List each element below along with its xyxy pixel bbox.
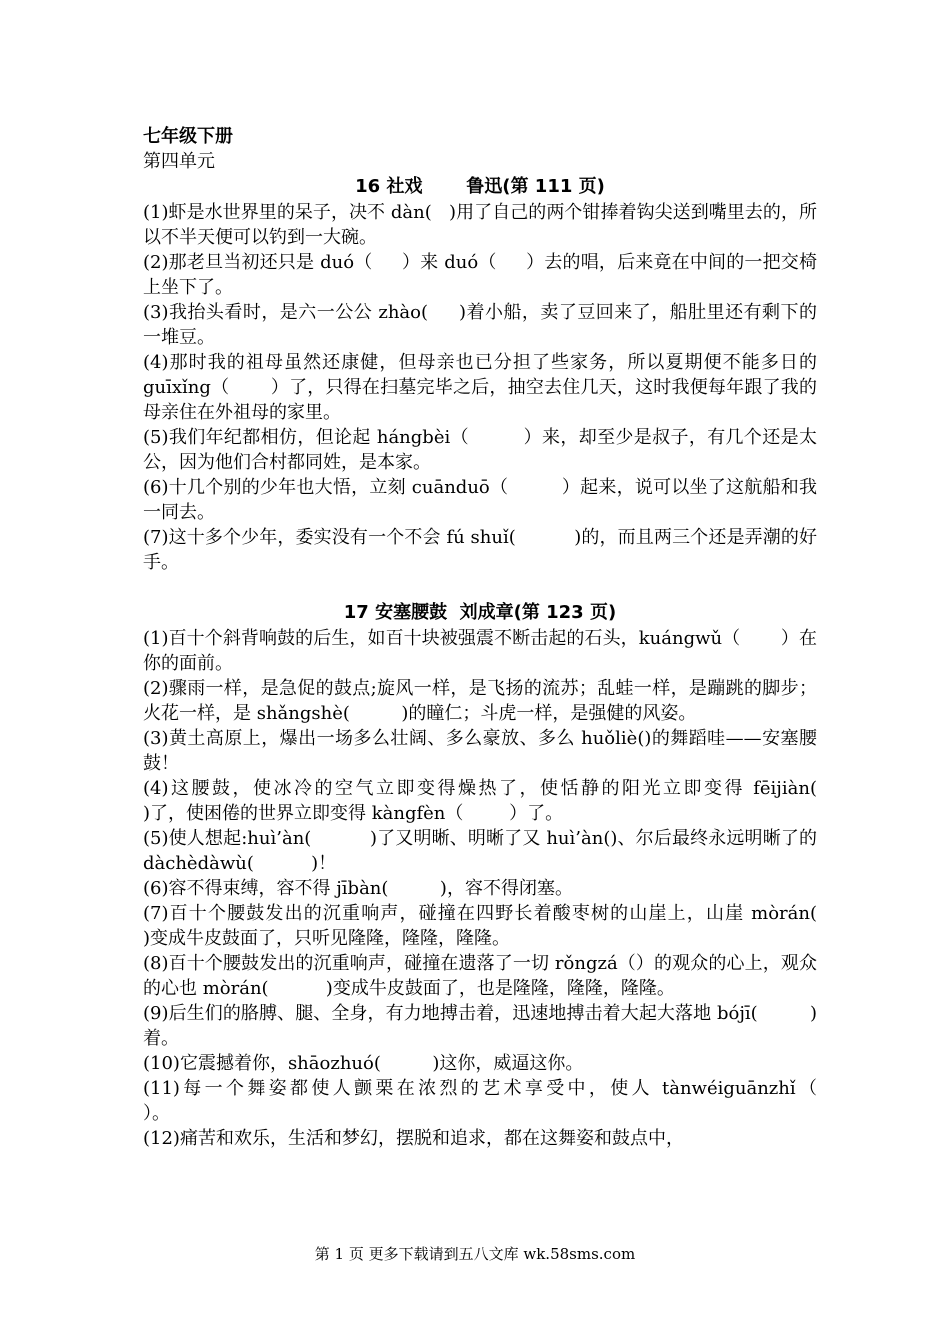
exercise-item: (4)那时我的祖母虽然还康健，但母亲也已分担了些家务，所以夏期便不能多日的 guīxǐng（ ）了，只得在扫墓完毕之后，抽空去住几天，这时我便每年跟了我的母亲住在外祖母的家里。 <box>143 352 823 423</box>
exercise-item: (11)每一个舞姿都使人颤栗在浓烈的艺术享受中，使人 tànwéiguānzhǐ（ ）。 <box>143 1078 920 1124</box>
lesson-title-17: 17 安塞腰鼓 刘成章(第 123 页) <box>343 602 617 623</box>
exercise-item: (5)我们年纪都相仿，但论起 hángbèi（ ）来，却至少是叔子，有几个还是太公，因为他们合村都同姓，是本家。 <box>143 427 817 473</box>
exercise-item: (6)容不得束缚，容不得 jībàn( )，容不得闭塞。 <box>143 878 573 899</box>
section-gap <box>143 575 817 600</box>
exercise-item: (1)百十个斜背响鼓的后生，如百十块被强震不断击起的石头，kuángwǔ（ ）在你的面前。 <box>143 628 817 674</box>
exercise-item: (9)后生们的胳膊、腿、全身，有力地搏击着，迅速地搏击着大起大落地 bójī( )着。 <box>143 1003 817 1049</box>
exercise-item: (7)这十多个少年，委实没有一个不会 fú shuǐ( )的，而且两三个还是弄潮的好手。 <box>143 527 817 573</box>
unit-title: 第四单元 <box>143 151 215 172</box>
exercise-item: (4)这腰鼓，使冰冷的空气立即变得燥热了，使恬静的阳光立即变得 fēijiàn( )了，使困倦的世界立即变得 kàngfèn（ ）了。 <box>143 778 886 824</box>
exercise-item: (2)那老旦当初还只是 duó（ ）来 duó（ ）去的唱，后来竟在中间的一把交椅上坐下了。 <box>143 252 817 298</box>
exercise-item: (12)痛苦和欢乐，生活和梦幻，摆脱和追求，都在这舞姿和鼓点中， <box>143 1128 684 1149</box>
exercise-item: (7)百十个腰鼓发出的沉重响声，碰撞在四野长着酸枣树的山崖上，山崖 mòrán( )变成牛皮鼓面了，只听见隆隆，隆隆，隆隆。 <box>143 903 875 949</box>
exercise-item: (5)使人想起:huì’àn( )了又明晰、明晰了又 huì’àn()、尔后最终永远明晰了的 dàchèdàwù( )！ <box>143 828 823 874</box>
exercise-item: (1)虾是水世界里的呆子，决不 dàn( )用了自己的两个钳捧着钩尖送到嘴里去的，所以不半天便可以钓到一大碗。 <box>143 202 817 248</box>
exercise-item: (10)它震撼着你，shāozhuó( )这你，威逼这你。 <box>143 1053 584 1074</box>
exercise-item: (6)十几个别的少年也大悟，立刻 cuānduō（ ）起来，说可以坐了这航船和我一同去。 <box>143 477 817 523</box>
exercise-item: (3)黄土高原上，爆出一场多么壮阔、多么豪放、多么 huǒliè()的舞蹈哇——安塞腰鼓！ <box>143 728 817 774</box>
page-footer: 第 1 页 更多下载请到五八文库 wk.58sms.com <box>314 1245 636 1263</box>
exercise-item: (8)百十个腰鼓发出的沉重响声，碰撞在遗落了一切 rǒngzá（）的观众的心上，观众的心也 mòrán( )变成牛皮鼓面了，也是隆隆，隆隆，隆隆。 <box>143 953 817 999</box>
document-page <box>143 124 920 1151</box>
book-title: 七年级下册 <box>143 126 233 147</box>
lesson-title-16: 16 社戏 鲁迅(第 111 页) <box>355 176 605 197</box>
exercise-item: (2)骤雨一样，是急促的鼓点;旋风一样，是飞扬的流苏；乱蛙一样，是蹦跳的脚步；火花一样，是 shǎngshè( )的瞳仁；斗虎一样，是强健的风姿。 <box>143 678 817 724</box>
exercise-item: (3)我抬头看时，是六一公公 zhào( )着小船，卖了豆回来了，船肚里还有剩下的一堆豆。 <box>143 302 817 348</box>
